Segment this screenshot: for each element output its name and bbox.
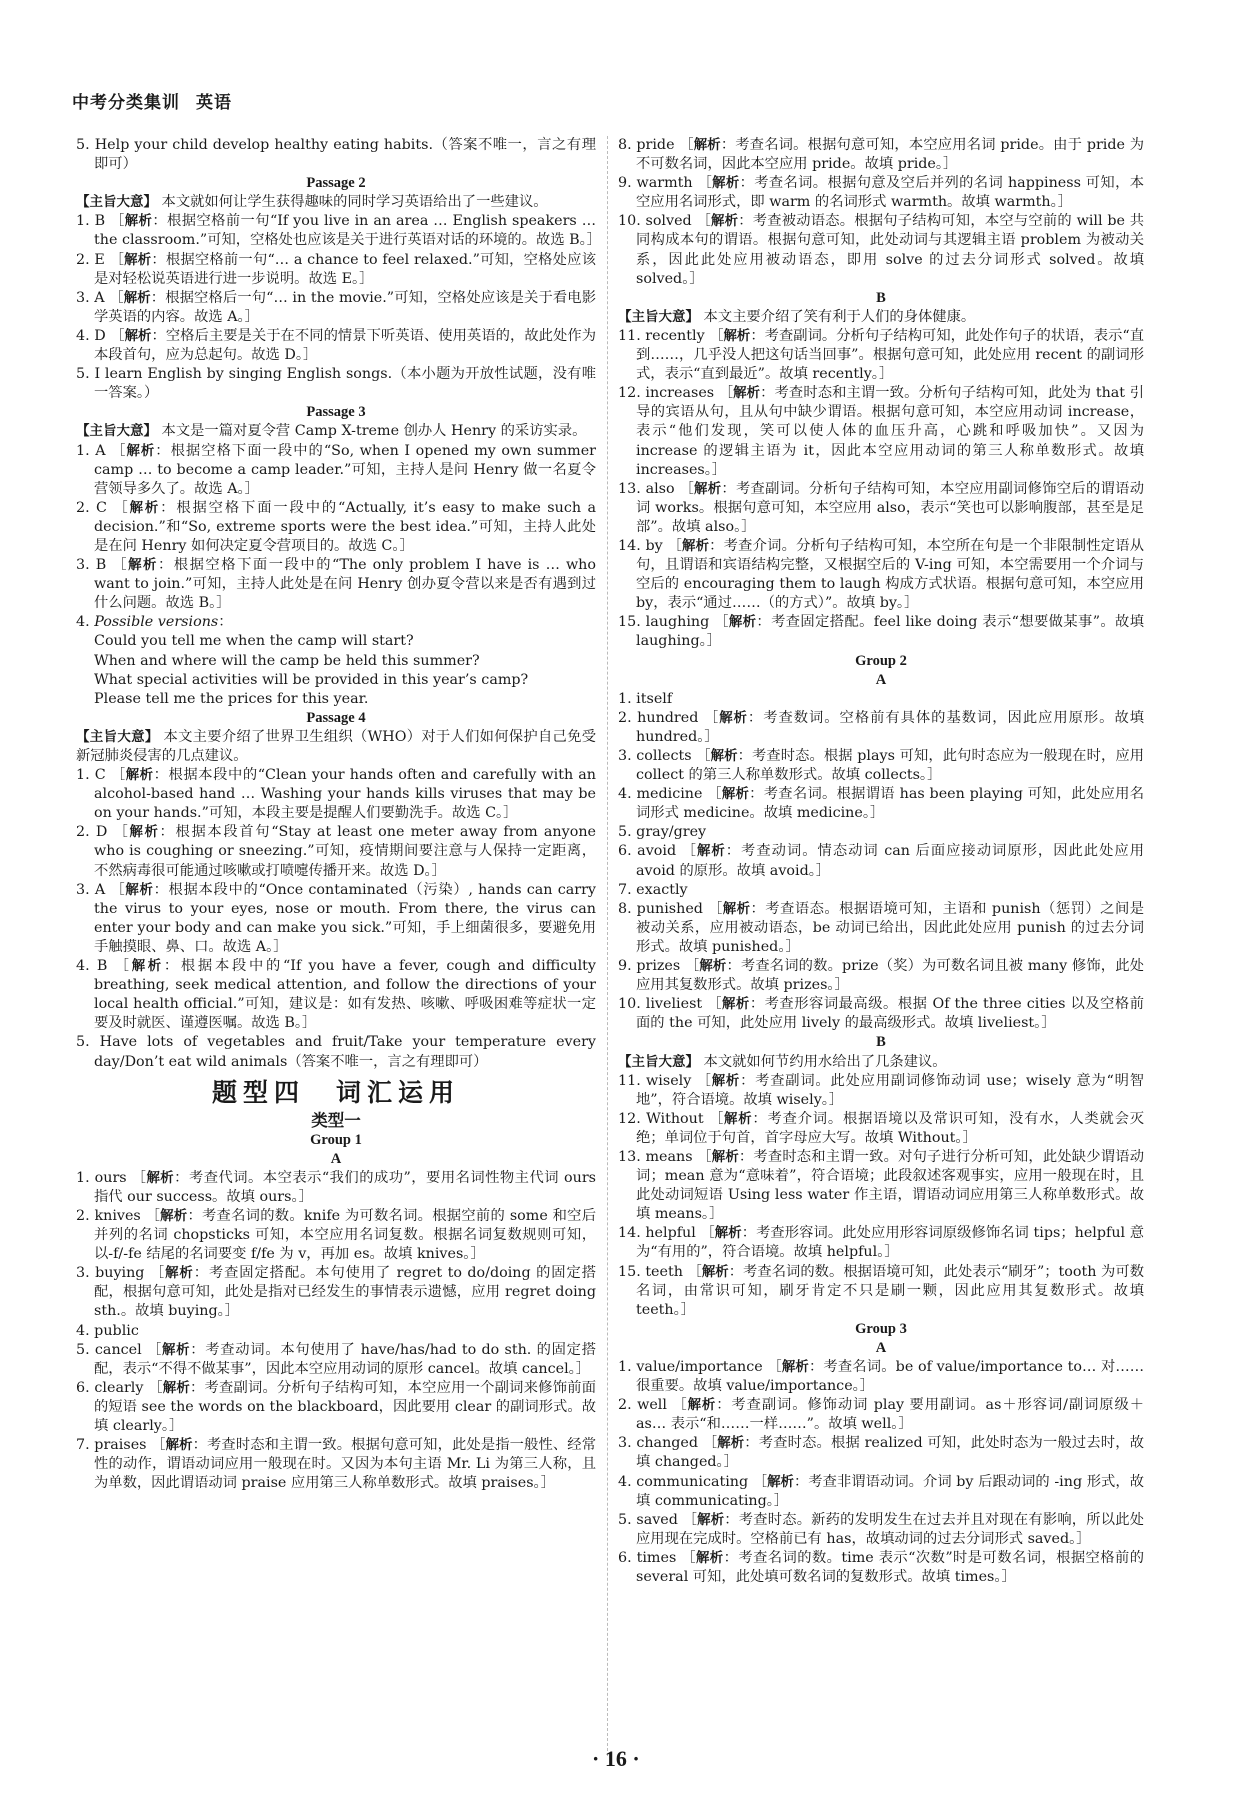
answer-item: 3. B ［解析：根据空格下面一段中的“The only problem I have is … who want to join.”可知，主持人此处是在问 Henry 创办夏令营以来是否有遇到过什么问题。故选 B。］: [76, 557, 596, 612]
answer-item: 5. I learn English by singing English songs.（本小题为开放性试题，没有唯一答案。）: [76, 366, 596, 402]
main-idea-text: 本文就如何让学生获得趣味的同时学习英语给出了一些建议。: [157, 194, 548, 211]
section-heading: Group 2: [855, 652, 907, 669]
sample-answer-line: What special activities will be provided in this year’s camp?: [94, 671, 529, 688]
answer-item: 1. B ［解析：根据空格前一句“If you live in an area … English speakers … the classroom.”可知，空格处也应该是关于进行英语对话的环境的。故选 B。］: [76, 213, 602, 249]
answer-item: 4. Possible versions：: [76, 614, 233, 631]
answer-item: 6. avoid ［解析：考查动词。情态动词 can 后面应接动词原形，因此此处应用 avoid 的原形。故填 avoid。］: [618, 843, 1144, 879]
answer-item: 1. itself: [618, 690, 673, 707]
answer-item: 15. teeth ［解析：考查名词的数。根据语境可知，此处表示“刷牙”；tooth 为可数名词，由常识可知，刷牙肯定不只是刷一颗，因此应用其复数形式。故填 teeth。］: [618, 1263, 1145, 1318]
answer-item: 9. prizes ［解析：考查名词的数。prize（奖）为可数名词且被 many 修饰，此处应用其复数形式。故填 prizes。］: [618, 958, 1144, 994]
answer-item: 5. cancel ［解析：考查动词。本句使用了 have/has/had to do sth. 的固定搭配，表示“不得不做某事”，因此本空应用动词的原形 cancel。故填 cancel。］: [76, 1341, 596, 1377]
answer-item: 3. A ［解析：根据空格后一句“… in the movie.”可知，空格处应该是关于看电影学英语的内容。故选 A。］: [76, 289, 597, 325]
main-idea-label: 【主旨大意】: [618, 1053, 699, 1070]
answer-item: 6. times ［解析：考查名词的数。time 表示“次数”时是可数名词，根据空格前的 several 可知，此处填可数名词的复数形式。故填 times。］: [618, 1549, 1145, 1586]
answer-item: 5. Have lots of vegetables and fruit/Take your temperature every day/Don’t eat wild animals（答案不唯一，言之有理即可）: [76, 1034, 596, 1070]
answer-item: 1. C ［解析：根据本段中的“Clean your hands often and carefully with an alcohol-based hand … Washing your hands kills viruses that may be on your hands.”可知，本段主要是提醒人们要勤洗手。故选 C。］: [76, 767, 597, 822]
answer-item: 7. praises ［解析：考查时态和主谓一致。根据句意可知，此处是指一般性、经常性的动作，谓语动词应用一般现在时。又因为本句主语 Mr. Li 为第三人称，且为单数，因此谓语动词 praise 应用第三人称单数形式。故填 praises。］: [76, 1437, 597, 1492]
answer-item: 10. solved ［解析：考查被动语态。根据句子结构可知，本空与空前的 will be 共同构成本句的谓语。根据句意可知，此处动词与其逻辑主语 problem 为被动关系，因此此处应用被动语态，即用 solve 的过去分词形式 solved。故填 solved。］: [618, 213, 1145, 287]
answer-item: 13. also ［解析：考查副词。分析句子结构可知，本空应用副词修饰空后的谓语动词 works。根据句意可知，本空应用 also，表示“笑也可以影响腹部，甚至是足部”。故填 also。］: [618, 480, 1145, 535]
answer-item: 1. value/importance ［解析：考查名词。be of value/importance to… 对……很重要。故填 value/importance。］: [618, 1359, 1145, 1395]
answer-item: 4. communicating ［解析：考查非谓语动词。介词 by 后跟动词的 -ing 形式，故填 communicating。］: [618, 1473, 1145, 1509]
main-idea-label: 【主旨大意】: [76, 194, 157, 211]
section-heading: A: [875, 1339, 887, 1356]
answer-item: 2. C ［解析：根据空格下面一段中的“Actually, it’s easy to make such a decision.”和“So, extreme sports were the best idea.”可知，主持人此处是在问 Henry 如何决定夏令营项目的。故选 C。］: [76, 499, 597, 554]
section-heading: Passage 4: [306, 709, 366, 726]
answer-item: 3. changed ［解析：考查时态。根据 realized 可知，此处时态为一般过去时，故填 changed。］: [618, 1435, 1144, 1471]
main-idea-summary: [76, 728, 596, 766]
answer-item: 5. saved ［解析：考查时态。新药的发明发生在过去并且对现在有影响，所以此处应用现在完成时。空格前已有 has，故填动词的过去分词形式 saved。］: [618, 1511, 1145, 1547]
answer-item: 14. helpful ［解析：考查形容词。此处应用形容词原级修饰名词 tips；helpful 意为“有用的”，符合语境。故填 helpful。］: [618, 1225, 1145, 1261]
main-idea-summary: [76, 422, 596, 441]
main-idea-label: 【主旨大意】: [76, 423, 157, 440]
section-heading: A: [875, 671, 887, 688]
answer-item: 12. increases ［解析：考查时态和主谓一致。分析句子结构可知，此处为 that 引导的宾语从句，且从句中缺少谓语。根据句意可知，本空应用动词 increase，表示“他们发现，笑可以使人体的血压升高，心跳和呼吸加快”。又因为 increase 的逻辑主语为 it，因此本空应用动词的第三人称单数形式。故填 increases。］: [618, 385, 1144, 478]
main-idea-text: 本文就如何节约用水给出了几条建议。: [699, 1053, 947, 1070]
answer-item: 5. gray/grey: [618, 824, 707, 841]
answer-item: 1. ours ［解析：考查代词。本空表示“我们的成功”，要用名词性物主代词 ours 指代 our success。故填 ours。］: [76, 1169, 596, 1205]
section-heading: B: [876, 1034, 886, 1051]
page-number: · 16 ·: [592, 1746, 640, 1771]
main-idea-text: 本文主要介绍了世界卫生组织（WHO）对于人们如何保护自己免受新冠肺炎侵害的几点建议。: [76, 728, 596, 764]
sample-answer-line: When and where will the camp be held this summer?: [94, 652, 480, 669]
answer-item: 4. B ［解析：根据本段中的“If you have a fever, cough and difficulty breathing, seek medical attention, and follow the directions of your local health official.”可知，建议是：如有发热、咳嗽、呼吸困难等症状一定要及时就医、谨遵医嘱。故选 B。］: [76, 958, 596, 1032]
answer-item: 2. well ［解析：考查副词。修饰动词 play 要用副词。as＋形容词/副词原级＋as… 表示“和……一样……”。故填 well。］: [618, 1397, 1145, 1433]
answer-item: 2. D ［解析：根据本段首句“Stay at least one meter away from anyone who is coughing or sneezing.”可知，疫情期间要注意与人保持一定距离，不然病毒很可能通过咳嗽或打喷嚏传播开来。故选 D。］: [76, 824, 596, 879]
column-divider: [607, 136, 608, 1756]
left-column: [76, 136, 602, 1493]
answer-item: 2. E ［解析：根据空格前一句“… a chance to feel relaxed.”可知，空格处应该是对轻松说英语进行进一步说明。故选 E。］: [76, 251, 596, 287]
answer-item: 15. laughing ［解析：考查固定搭配。feel like doing 表示“想要做某事”。故填 laughing。］: [618, 614, 1145, 650]
sample-answer-line: Could you tell me when the camp will start?: [94, 633, 414, 650]
answer-item: 6. clearly ［解析：考查副词。分析句子结构可知，本空应用一个副词来修饰前面的短语 see the words on the blackboard，因此要用 clear 的副词形式。故填 clearly。］: [76, 1379, 597, 1434]
answer-item: 13. means ［解析：考查时态和主谓一致。对句子进行分析可知，此处缺少谓语动词；mean 意为“意味着”，符合语境；此段叙述客观事实，应用一般现在时，且此处动词短语 Using less water 作主语，谓语动词应用第三人称单数形式。故填 means。］: [618, 1148, 1144, 1223]
section-heading: Passage 3: [306, 404, 366, 421]
subject-label: 英语: [196, 93, 232, 113]
main-idea-summary: [618, 308, 1144, 327]
answer-item: 7. exactly: [618, 881, 688, 898]
section-heading: Group 1: [310, 1131, 362, 1148]
main-idea-text: 本文主要介绍了笑有利于人们的身体健康。: [699, 308, 976, 325]
answer-item: 10. liveliest ［解析：考查形容词最高级。根据 Of the three cities 以及空格前面的 the 可知，此处应用 lively 的最高级形式。故填 liveliest。］: [618, 996, 1144, 1032]
sample-answer-line: Please tell me the prices for this year.: [94, 690, 369, 707]
answer-item: 5. Help your child develop healthy eating habits.（答案不唯一，言之有理即可）: [76, 137, 596, 173]
answer-item: 4. medicine ［解析：考查名词。根据谓语 has been playing 可知，此处应用名词形式 medicine。故填 medicine。］: [618, 786, 1144, 822]
type-subtitle: 类型一: [311, 1110, 361, 1130]
question-type-title: 题型四 词汇运用: [211, 1077, 460, 1107]
answer-item: 12. Without ［解析：考查介词。根据语境以及常识可知，没有水，人类就会灭绝；单词位于句首，首字母应大写。故填 Without。］: [618, 1110, 1145, 1146]
answer-item: 3. buying ［解析：考查固定搭配。本句使用了 regret to do/doing 的固定搭配，根据句意可知，此处是指对已经发生的事情表示遗憾，应用 regret doing sth.。故填 buying。］: [76, 1265, 596, 1320]
answer-item: 4. D ［解析：空格后主要是关于在不同的情景下听英语、使用英语的，故此处作为本段首句，应为总起句。故选 D。］: [76, 327, 596, 364]
section-heading: A: [330, 1150, 342, 1167]
answer-item: 11. recently ［解析：考查副词。分析句子结构可知，此处作句子的状语，表示“直到……，几乎没人把这句话当回事”。根据句意可知，此处应用 recent 的副词形式，表示“直到最近”。故填 recently。］: [618, 327, 1144, 383]
right-column: [618, 136, 1144, 1587]
answer-item: 2. hundred ［解析：考查数词。空格前有具体的基数词，因此应用原形。故填 hundred。］: [618, 709, 1145, 745]
main-idea-label: 【主旨大意】: [618, 308, 699, 325]
section-heading: Group 3: [855, 1320, 907, 1337]
book-series-title: 中考分类集训: [72, 93, 180, 113]
answer-item: 3. A ［解析：根据本段中的“Once contaminated（污染）, hands can carry the virus to your eyes, nose or mouth. From there, the virus can enter your body and can make you sick.”可知，手上细菌很多，要避免用手触摸眼、鼻、口。故选 A。］: [76, 881, 597, 955]
main-idea-text: 本文是一篇对夏令营 Camp X-treme 创办人 Henry 的采访实录。: [157, 423, 587, 440]
main-idea-summary: [618, 1053, 1144, 1072]
answer-item: 2. knives ［解析：考查名词的数。knife 为可数名词。根据空前的 some 和空后并列的名词 chopsticks 可知，本空应用名词复数。根据名词复数规则可知，以-f/-fe 结尾的名词要变 f/fe 为 v，再加 es。故填 knives。］: [76, 1207, 596, 1263]
answer-item: 8. pride ［解析：考查名词。根据句意可知，本空应用名词 pride。由于 pride 为不可数名词，因此本空应用 pride。故填 pride。］: [618, 137, 1144, 173]
answer-item: 4. public: [76, 1322, 139, 1339]
answer-item: 8. punished ［解析：考查语态。根据语境可知，主语和 punish（惩罚）之间是被动关系，应用被动语态，be 动词已给出，因此此处应用 punish 的过去分词形式。故填 punished。］: [618, 900, 1145, 955]
main-idea-summary: [76, 193, 596, 212]
answer-item: 3. collects ［解析：考查时态。根据 plays 可知，此句时态应为一般现在时，应用 collect 的第三人称单数形式。故填 collects。］: [618, 748, 1145, 784]
section-heading: Passage 2: [306, 175, 366, 192]
answer-item: 14. by ［解析：考查介词。分析句子结构可知，本空所在句是一个非限制性定语从句，且谓语和宾语结构完整，又根据空后的 V-ing 可知，本空需要用一个介词与空后的 encouraging them to laugh 构成方式状语。根据句意可知，本空应用 by，表示“通过……（的方式）”。故填 by。］: [618, 537, 1145, 612]
section-heading: B: [876, 289, 886, 306]
answer-item: 9. warmth ［解析：考查名词。根据句意及空后并列的名词 happiness 可知，本空应用名词形式，即 warm 的名词形式 warmth。故填 warmth。］: [618, 175, 1144, 211]
answer-item: 1. A ［解析：根据空格下面一段中的“So, when I opened my own summer camp … to become a camp leader.”可知，主持人是问 Henry 做一名夏令营领导多久了。故选 A。］: [76, 442, 596, 497]
main-idea-label: 【主旨大意】: [76, 728, 159, 745]
answer-item: 11. wisely ［解析：考查副词。此处应用副词修饰动词 use；wisely 意为“明智地”，符合语境。故填 wisely。］: [618, 1072, 1145, 1108]
page-header: [72, 88, 232, 113]
